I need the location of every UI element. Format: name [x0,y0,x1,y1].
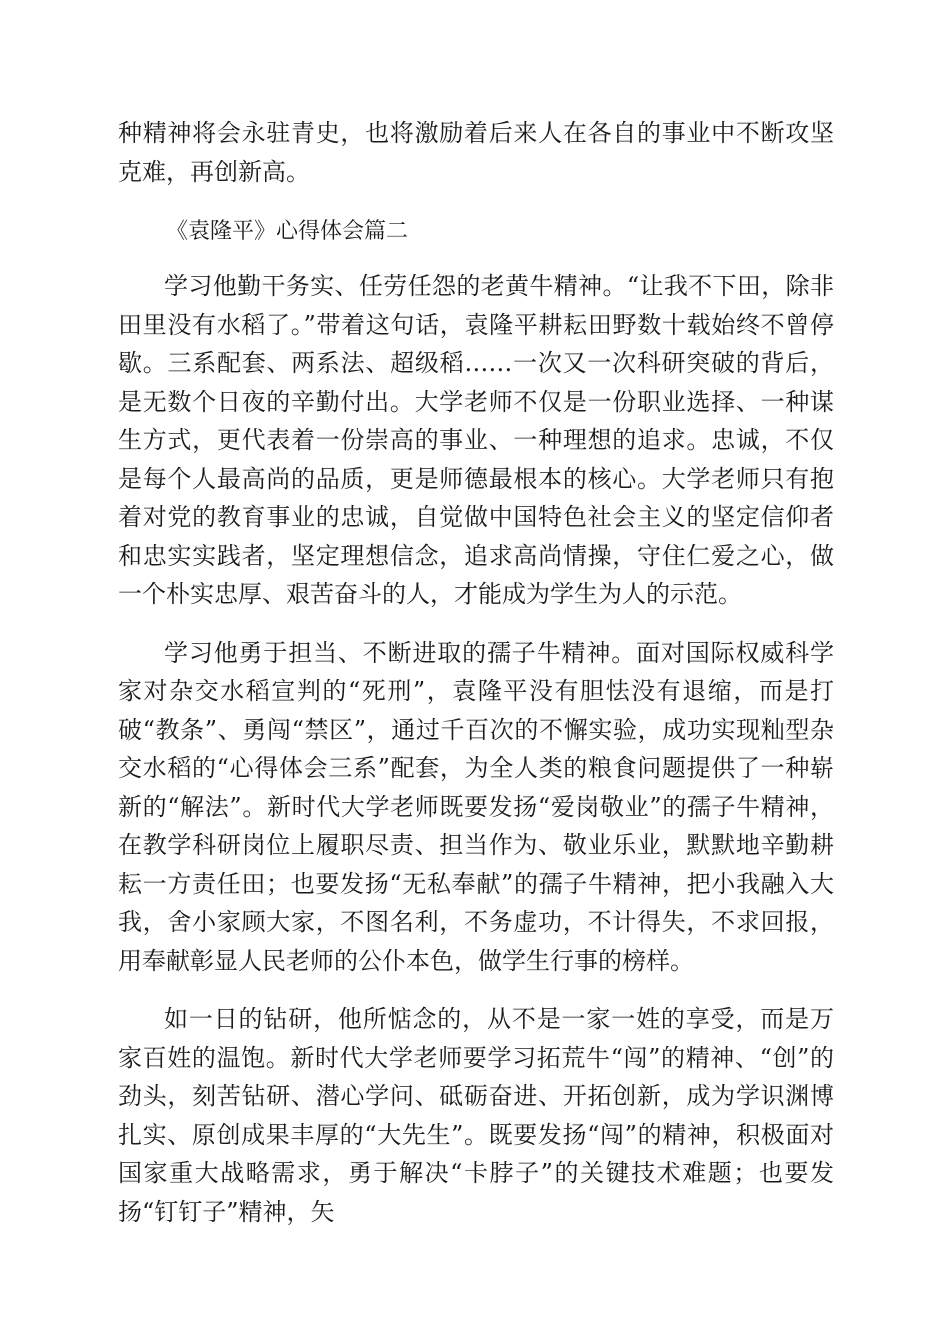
body-paragraph-3: 如一日的钻研，他所惦念的，从不是一家一姓的享受，而是万家百姓的温饱。新时代大学老师要学习拓荒牛“闯”的精神、“创”的劲头，刻苦钻研、潜心学问、砥砺奋进、开拓创新，成为学识渊博扎实、原创成果丰厚的“大先生”。既要发扬“闯”的精神，积极面对国家重大战略需求，勇于解决“卡脖子”的关键技术难题；也要发扬“钉钉子”精神，矢 [118,1005,834,1226]
section-title: 《袁隆平》心得体会篇二 [166,219,409,244]
body-paragraph-1: 学习他勤干务实、任劳任怨的老黄牛精神。“让我不下田，除非田里没有水稻了。”带着这句话，袁隆平耕耘田野数十载始终不曾停歇。三系配套、两系法、超级稻……一次又一次科研突破的背后，是无数个日夜的辛勤付出。大学老师不仅是一份职业选择、一种谋生方式，更代表着一份崇高的事业、一种理想的追求。忠诚，不仅是每个人最高尚的品质，更是师德最根本的核心。大学老师只有抱着对党的教育事业的忠诚，自觉做中国特色社会主义的坚定信仰者和忠实实践者，坚定理想信念，追求高尚情操，守住仁爱之心，做一个朴实忠厚、艰苦奋斗的人，才能成为学生为人的示范。 [118,272,834,608]
intro-paragraph: 种精神将会永驻青史，也将激励着后来人在各自的事业中不断攻坚克难，再创新高。 [118,119,834,186]
body-paragraph-2: 学习他勇于担当、不断进取的孺子牛精神。面对国际权威科学家对杂交水稻宣判的“死刑”，袁隆平没有胆怯没有退缩，而是打破“教条”、勇闯“禁区”，通过千百次的不懈实验，成功实现籼型杂交水稻的“心得体会三系”配套，为全人类的粮食问题提供了一种崭新的“解法”。新时代大学老师既要发扬“爱岗敬业”的孺子牛精神，在教学科研岗位上履职尽责、担当作为、敬业乐业，默默地辛勤耕耘一方责任田；也要发扬“无私奉献”的孺子牛精神，把小我融入大我，舍小家顾大家，不图名利，不务虚功，不计得失，不求回报，用奉献彰显人民老师的公仆本色，做学生行事的榜样。 [118,638,834,975]
